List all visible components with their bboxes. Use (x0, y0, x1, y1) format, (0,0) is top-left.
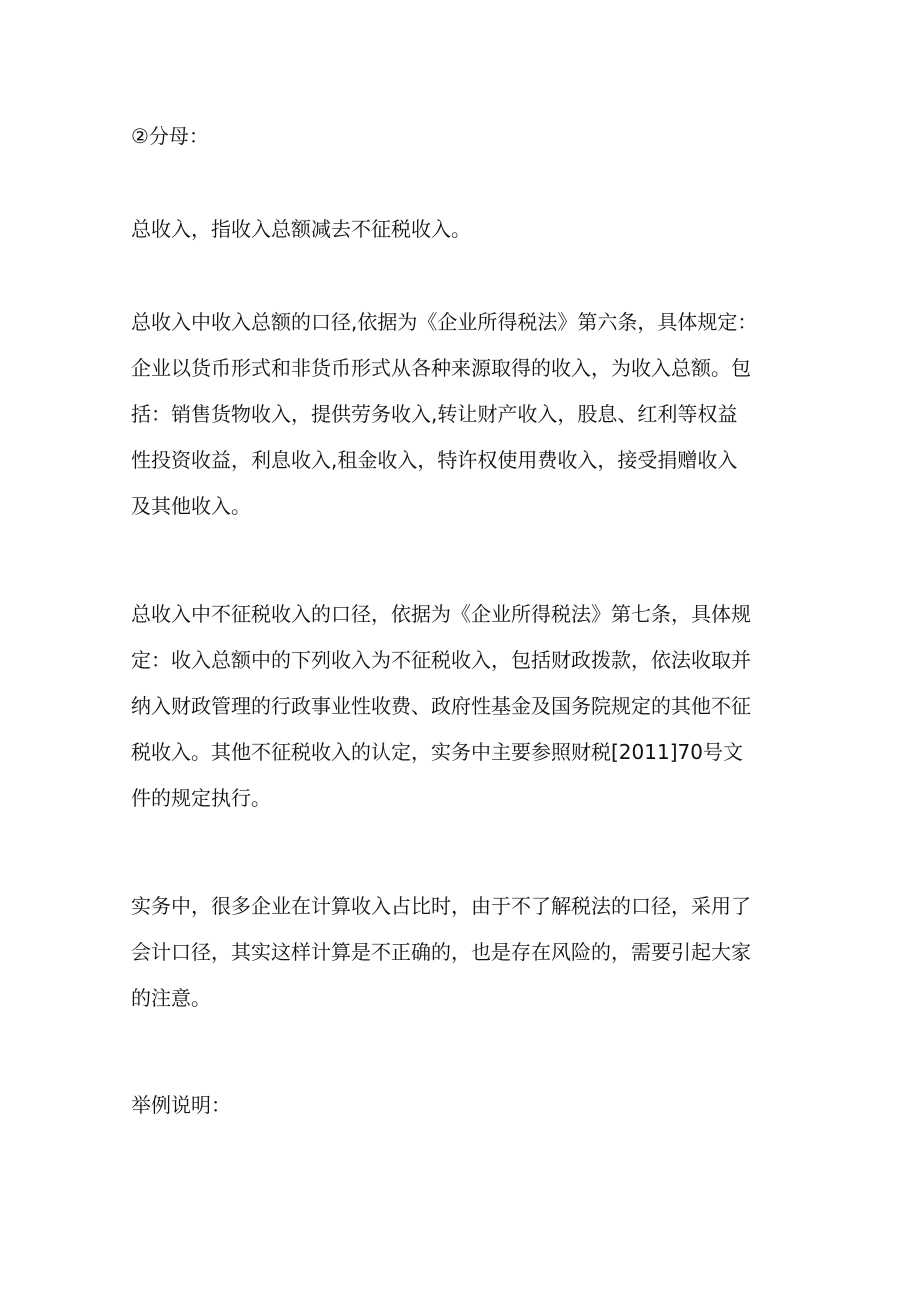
text-line: 总收入，指收入总额减去不征税收入。 (131, 217, 471, 241)
text-line: 会计口径，其实这样计算是不正确的，也是存在风险的，需要引起大家 (131, 940, 751, 964)
text-line: 纳入财政管理的行政事业性收费、政府性基金及国务院规定的其他不征 (131, 694, 751, 718)
text-line: 件的规定执行。 (131, 786, 271, 810)
total-income-paragraph (131, 206, 801, 252)
gross-income-paragraph (131, 299, 801, 529)
text-line: 实务中，很多企业在计算收入占比时，由于不了解税法的口径，采用了 (131, 894, 751, 918)
text-line: 括：销售货物收入，提供劳务收入,转让财产收入，股息、红利等权益 (131, 402, 738, 426)
practice-note-paragraph (131, 883, 801, 1021)
text-line: 及其他收入。 (131, 494, 251, 518)
text-line: 举例说明： (131, 1093, 231, 1117)
text-line: 税收入。其他不征税收入的认定，实务中主要参照财税[2011]70号文 (131, 740, 743, 764)
nontaxable-income-paragraph (131, 591, 801, 821)
text-line: 性投资收益，利息收入,租金收入，特许权使用费收入，接受捐赠收入 (131, 448, 738, 472)
denominator-heading (131, 113, 801, 159)
text-line: ②分母： (131, 124, 209, 148)
text-line: 总收入中收入总额的口径,依据为《企业所得税法》第六条，具体规定： (131, 310, 758, 334)
text-line: 总收入中不征税收入的口径，依据为《企业所得税法》第七条，具体规 (131, 602, 751, 626)
text-line: 定：收入总额中的下列收入为不征税收入，包括财政拨款，依法收取并 (131, 648, 751, 672)
text-line: 企业以货币形式和非货币形式从各种来源取得的收入，为收入总额。包 (131, 356, 751, 380)
example-heading (131, 1082, 801, 1128)
text-line: 的注意。 (131, 986, 211, 1010)
